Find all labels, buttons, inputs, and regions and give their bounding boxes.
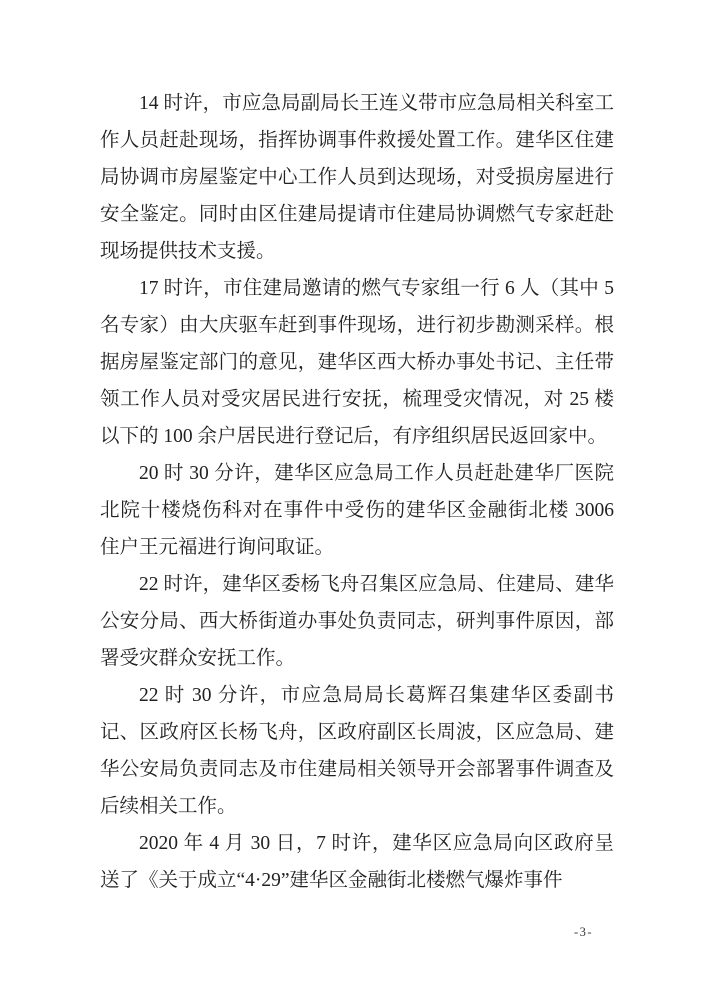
text-body: [100, 85, 614, 899]
paragraph-4: 22 时许，建华区委杨飞舟召集区应急局、住建局、建华公安分局、西大桥街道办事处负责同志，研判事件原因，部署受灾群众安抚工作。: [100, 574, 614, 669]
paragraph-3: 20 时 30 分许，建华区应急局工作人员赶赴建华厂医院北院十楼烧伤科对在事件中受伤的建华区金融街北楼 3006 住户王元福进行询问取证。: [100, 463, 614, 558]
paragraph-1: 14 时许，市应急局副局长王连义带市应急局相关科室工作人员赶赴现场，指挥协调事件救援处置工作。建华区住建局协调市房屋鉴定中心工作人员到达现场，对受损房屋进行安全鉴定。同时由区住建局提请市住建局协调燃气专家赶赴现场提供技术支援。: [100, 93, 614, 262]
page-number: -3-: [574, 925, 594, 939]
paragraph-6: 2020 年 4 月 30 日，7 时许，建华区应急局向区政府呈送了《关于成立“4·29”建华区金融街北楼燃气爆炸事件: [100, 833, 614, 891]
paragraph-5: 22 时 30 分许，市应急局局长葛辉召集建华区委副书记、区政府区长杨飞舟，区政府副区长周波，区应急局、建华公安局负责同志及市住建局相关领导开会部署事件调查及后续相关工作。: [100, 685, 614, 817]
paragraph-2: 17 时许，市住建局邀请的燃气专家组一行 6 人（其中 5 名专家）由大庆驱车赶到事件现场，进行初步勘测采样。根据房屋鉴定部门的意见，建华区西大桥办事处书记、主任带领工作人员对受灾居民进行安抚，梳理受灾情况，对 25 楼以下的 100 余户居民进行登记后，有序组织居民返回家中。: [100, 278, 614, 447]
